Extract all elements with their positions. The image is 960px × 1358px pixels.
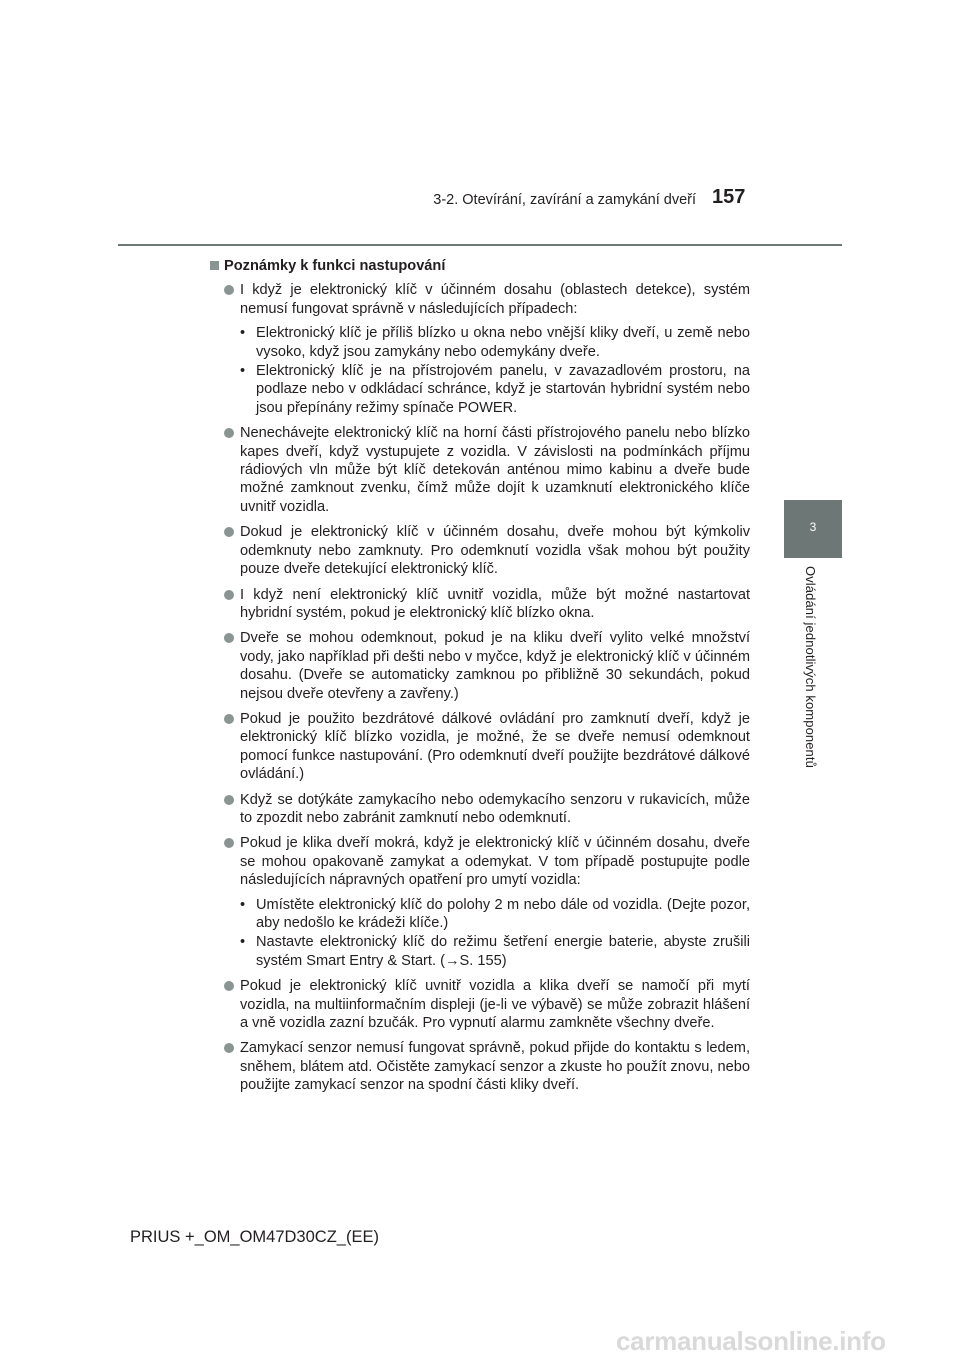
page-number: 157 — [712, 186, 746, 208]
sub-list — [240, 324, 750, 417]
dot-bullet-icon: • — [240, 363, 246, 380]
list-item — [210, 523, 750, 578]
list-item-text: Když se dotýkáte zamykacího nebo odemykacího senzoru v rukavicích, může to zpozdit nebo zabránit zamknutí nebo odemknutí. — [240, 791, 750, 826]
list-item — [210, 1039, 750, 1094]
list-item — [210, 586, 750, 623]
circle-bullet-icon — [224, 527, 234, 537]
list-item-text: Dokud je elektronický klíč v účinném dosahu, dveře mohou být kýmkoliv odemknuty nebo zamknuty. Pro odemknutí vozidla však mohou být použity pouze dveře detekující elektronický klíč. — [240, 524, 750, 578]
chapter-tab — [784, 500, 842, 558]
list-item — [210, 710, 750, 784]
chapter-label: Ovládání jednotlivých komponentů — [803, 566, 818, 768]
chapter-number: 3 — [809, 520, 817, 534]
circle-bullet-icon — [224, 838, 234, 848]
footer-doc-code: PRIUS +_OM_OM47D30CZ_(EE) — [130, 1228, 379, 1246]
section-title-text: Poznámky k funkci nastupování — [224, 258, 446, 274]
list-item — [210, 281, 750, 417]
sub-list-item — [240, 896, 750, 933]
list-item — [210, 791, 750, 828]
sub-list-item-text: Elektronický klíč je na přístrojovém panelu, v zavazadlovém prostoru, na podlaze nebo v odkládací schránce, když je startován hybridní systém nebo jsou přepínány režimy spínače POWER. — [256, 363, 750, 416]
list-item-text: I když není elektronický klíč uvnitř vozidla, může být možné nastartovat hybridní systém, pokud je elektronický klíč blízko okna. — [240, 586, 750, 621]
list-item-text: Pokud je klika dveří mokrá, když je elektronický klíč v účinném dosahu, dveře se mohou opakovaně zamykat a odemykat. V tom případě postupujte podle následujících nápravných opatření pro umytí vozidla: — [240, 835, 750, 889]
circle-bullet-icon — [224, 714, 234, 724]
dot-bullet-icon: • — [240, 325, 246, 342]
dot-bullet-icon: • — [240, 934, 246, 951]
circle-bullet-icon — [224, 285, 234, 295]
content — [210, 257, 750, 1102]
circle-bullet-icon — [224, 1043, 234, 1053]
sub-list-item — [240, 362, 750, 417]
header-rule — [118, 244, 842, 246]
list-item-text: I když je elektronický klíč v účinném dosahu (oblastech detekce), systém nemusí fungovat správně v následujících případech: — [240, 282, 750, 317]
sub-list-item-text: Elektronický klíč je příliš blízko u okna nebo vnější kliky dveří, u země nebo vysoko, když jsou zamykány nebo odemykány dveře. — [256, 325, 750, 360]
list-item-text: Pokud je elektronický klíč uvnitř vozidla a klika dveří se namočí při mytí vozidla, na multiinformačním displeji (je-li ve výbavě) se může zobrazit hlášení a vně vozidla zazní bzučák. Pro vypnutí alarmu zamkněte všechny dveře. — [240, 978, 750, 1032]
list-item-text: Dveře se mohou odemknout, pokud je na kliku dveří vylito velké množství vody, jako například při dešti nebo v myčce, když je elektronický klíč v účinném dosahu. (Dveře se automaticky zamknou po přibližně 30 sekundách, pokud nejsou dveře otevřeny a zavřeny.) — [240, 630, 750, 702]
circle-bullet-icon — [224, 795, 234, 805]
circle-bullet-icon — [224, 633, 234, 643]
dot-bullet-icon: • — [240, 896, 246, 913]
sub-list-item — [240, 324, 750, 361]
square-bullet-icon — [210, 261, 219, 270]
sub-list-item — [240, 933, 750, 970]
sub-list-item-text: Umístěte elektronický klíč do polohy 2 m nebo dále od vozidla. (Dejte pozor, aby nedošlo ke krádeži klíče.) — [256, 896, 750, 931]
list-item — [210, 424, 750, 516]
list-item-text: Zamykací senzor nemusí fungovat správně, pokud přijde do kontaktu s ledem, sněhem, blátem atd. Očistěte zamykací senzor a zkuste ho použít znovu, nebo použijte zamykací senzor na spodní části kliky dveří. — [240, 1040, 750, 1094]
circle-bullet-icon — [224, 428, 234, 438]
list-item — [210, 834, 750, 970]
watermark: carmanualsonline.info — [616, 1326, 886, 1356]
section-title — [210, 257, 750, 275]
list-item-text: Pokud je použito bezdrátové dálkové ovládání pro zamknutí dveří, když je elektronický klíč blízko vozidla, je možné, že se dveře nemusí odemknout pomocí funkce nastupování. (Pro odemknutí dveří použijte bezdrátové dálkové ovládání.) — [240, 710, 750, 783]
sub-list — [240, 896, 750, 971]
item-list — [210, 281, 750, 1094]
circle-bullet-icon — [224, 590, 234, 600]
circle-bullet-icon — [224, 981, 234, 991]
list-item-text: Nenechávejte elektronický klíč na horní části přístrojového panelu nebo blízko kapes dveří, když vystupujete z vozidla. V závislosti na podmínkách příjmu rádiových vln může být klíč detekován anténou mimo kabinu a dveře bude možné zamknout zvenku, čímž může dojít k uzamknutí elektronického klíče uvnitř vozidla. — [240, 425, 750, 515]
list-item — [210, 629, 750, 703]
header-title: 3-2. Otevírání, zavírání a zamykání dveří — [433, 192, 696, 208]
list-item — [210, 977, 750, 1032]
sub-list-item-text: Nastavte elektronický klíč do režimu šetření energie baterie, abyste zrušili systém Smart Entry & Start. (→S. 155) — [256, 934, 750, 969]
